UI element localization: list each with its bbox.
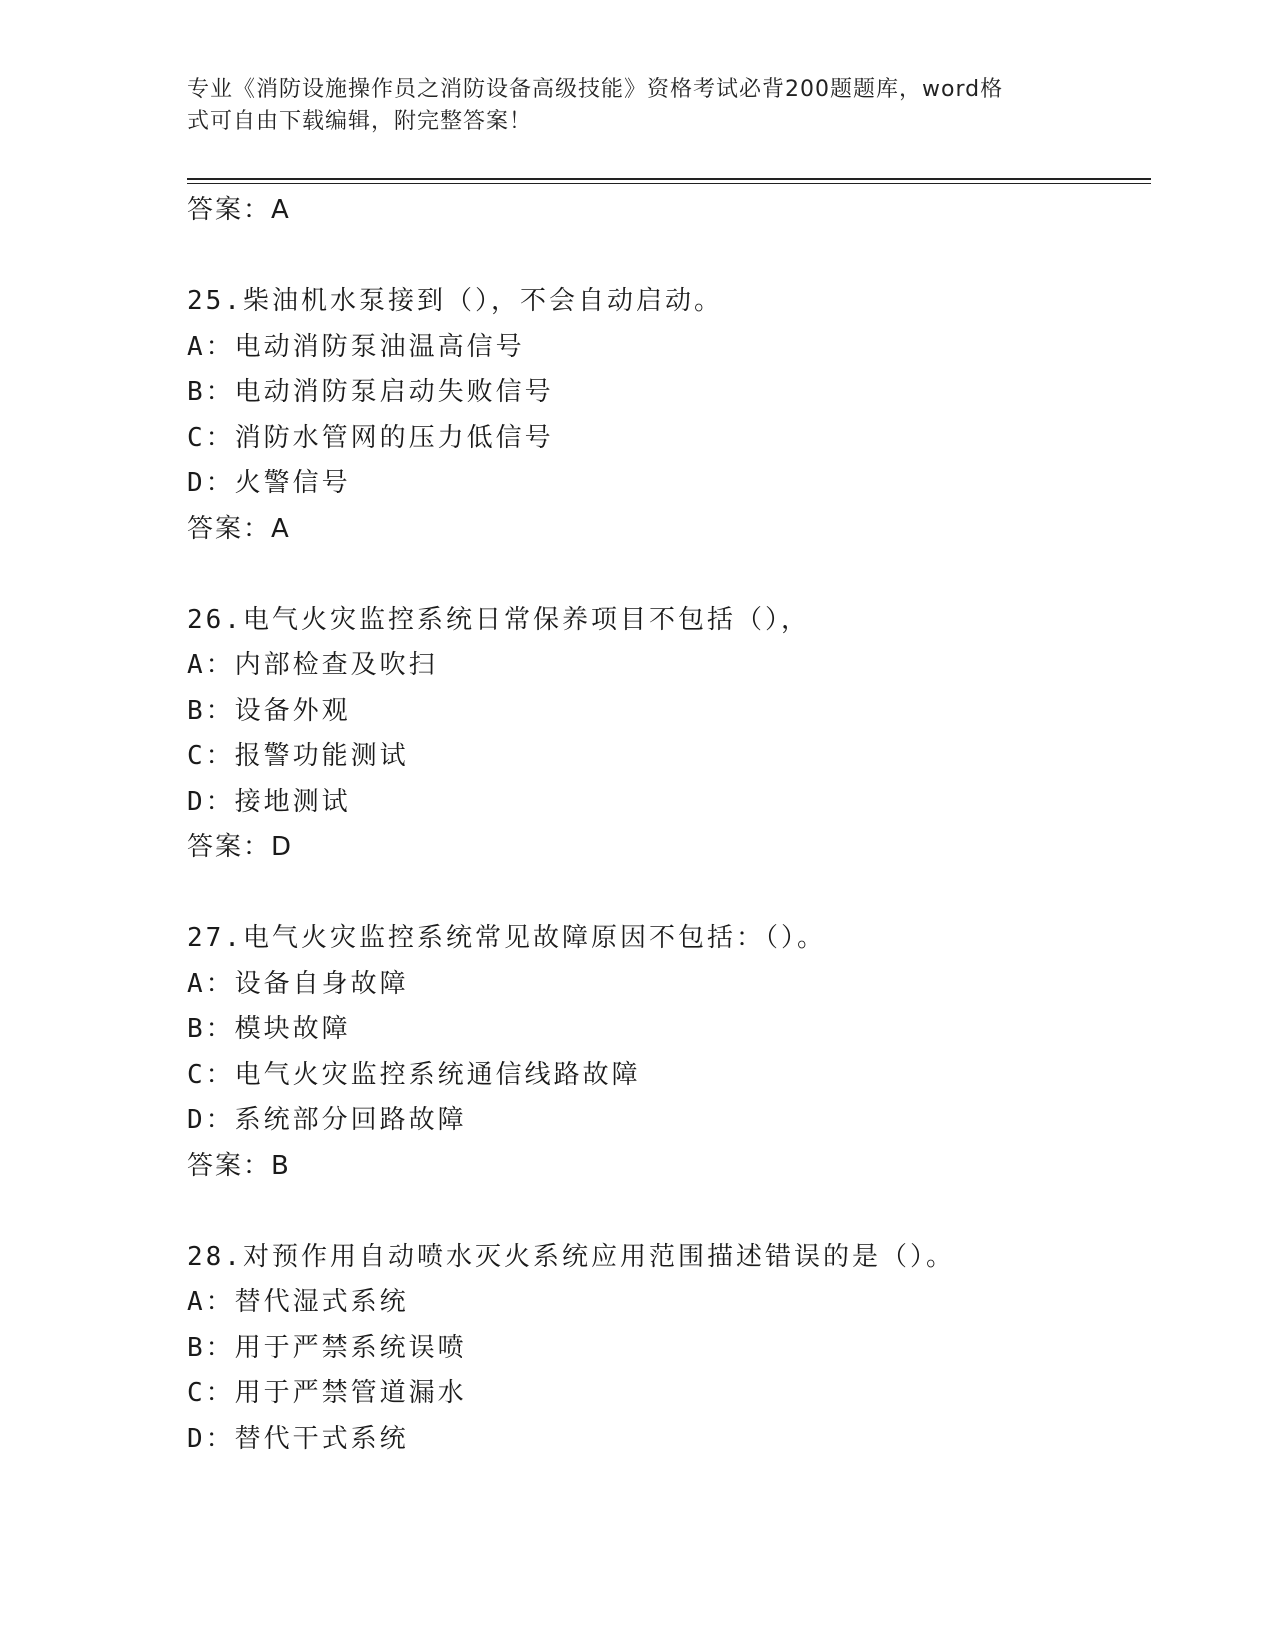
document-header xyxy=(187,74,1067,138)
header-line-1: 专业《消防设施操作员之消防设备高级技能》资格考试必背200题题库，word格 xyxy=(187,77,1004,102)
previous-answer: 答案：A xyxy=(187,195,291,225)
spacer xyxy=(187,552,1151,598)
question-27 xyxy=(187,916,1151,1189)
question-list xyxy=(187,188,1151,1462)
answer: 答案：B xyxy=(187,1150,291,1181)
option-c: C：消防水管网的压力低信号 xyxy=(187,422,554,453)
option-b: B：用于严禁系统误喷 xyxy=(187,1332,467,1363)
option-d: D：替代干式系统 xyxy=(187,1423,409,1454)
question-stem: 25.柴油机水泵接到（），不会自动启动。 xyxy=(187,286,723,316)
option-d: D：火警信号 xyxy=(187,468,351,498)
option-a: A：内部检查及吹扫 xyxy=(187,650,438,680)
question-stem: 28.对预作用自动喷水灭火系统应用范围描述错误的是（）。 xyxy=(187,1241,955,1272)
option-b: B：电动消防泵启动失败信号 xyxy=(187,377,554,407)
option-a: A：替代湿式系统 xyxy=(187,1287,409,1317)
question-stem: 26.电气火灾监控系统日常保养项目不包括（）， xyxy=(187,604,810,635)
option-a: A：设备自身故障 xyxy=(187,968,409,999)
spacer xyxy=(187,234,1151,280)
answer: 答案：A xyxy=(187,513,291,544)
spacer xyxy=(187,1189,1151,1235)
option-a: A：电动消防泵油温高信号 xyxy=(187,331,525,362)
option-c: C：电气火灾监控系统通信线路故障 xyxy=(187,1059,641,1090)
question-stem: 27.电气火灾监控系统常见故障原因不包括：（）。 xyxy=(187,923,826,953)
header-line-2: 式可自由下载编辑，附完整答案！ xyxy=(187,109,533,134)
option-d: D：接地测试 xyxy=(187,786,351,817)
option-d: D：系统部分回路故障 xyxy=(187,1105,467,1135)
spacer xyxy=(187,871,1151,917)
question-28 xyxy=(187,1235,1151,1463)
option-c: C：用于严禁管道漏水 xyxy=(187,1378,467,1408)
question-26 xyxy=(187,598,1151,871)
header-rule-thick xyxy=(187,178,1151,180)
option-c: C：报警功能测试 xyxy=(187,741,409,771)
option-b: B：设备外观 xyxy=(187,695,351,726)
question-25 xyxy=(187,279,1151,552)
header-rule-thin xyxy=(187,183,1151,184)
option-b: B：模块故障 xyxy=(187,1014,351,1044)
answer: 答案：D xyxy=(187,832,294,862)
